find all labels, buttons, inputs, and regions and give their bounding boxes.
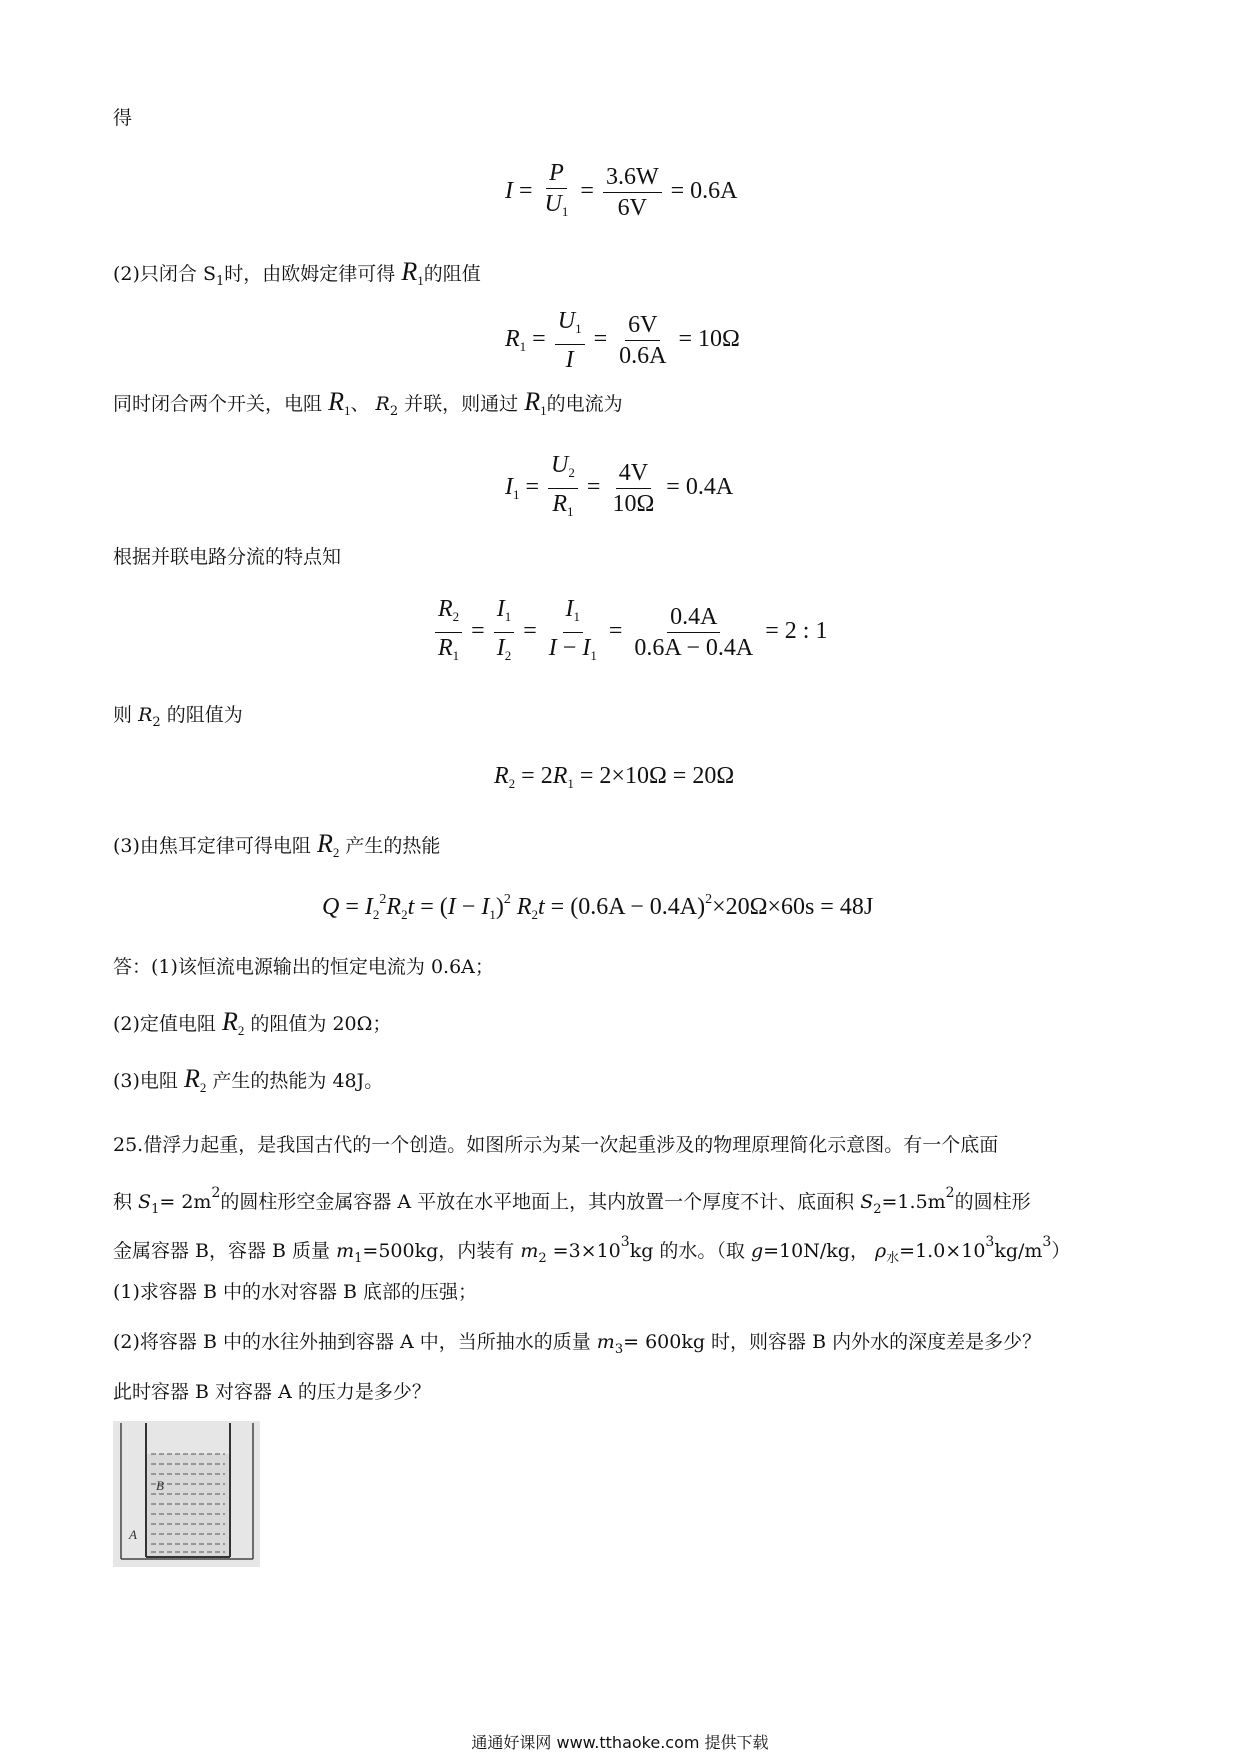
problem25-line2: 积 $S_1= 2m^2$的圆柱形空金属容器 A 平放在水平地面上，其内放置一个厚度不计、底面积 $S_2=1.5m^2$的圆柱形 (113, 1185, 1031, 1217)
frac-num: 3.6W (603, 164, 662, 193)
frac-den: 0.6A (619, 343, 667, 369)
text-span: (3)电阻 (113, 1070, 178, 1092)
subscript: 1 (561, 204, 569, 219)
var-R2: $R_2$ (316, 829, 340, 860)
var-R1: $R_1$ (401, 257, 424, 288)
subscript: 1 (513, 487, 520, 503)
problem25-line3: 金属容器 B，容器 B 质量 $m_1=500kg$，内装有 $m_2 =3\times 10^3kg$ 的水。（取 g=10N/kg， $\rho_水=1.0\times 10^3kg/m^3$） (113, 1234, 1071, 1266)
equation-current: I = $\frac{P}{U_1}$ = $\frac{3.6W}{6V}$ = 0.6A (505, 160, 737, 225)
fraction (609, 460, 657, 517)
text-span: =500kg，内装有 (362, 1240, 521, 1262)
parallel-intro (113, 387, 623, 424)
frac-den: 0.6A − 0.4A (634, 635, 754, 661)
text-span: 则 (113, 704, 133, 726)
text-span: 金属容器 B，容器 B 质量 (113, 1240, 337, 1262)
page-footer: 通通好课网 www.tthaoke.com 提供下载 (471, 1733, 769, 1752)
equation-i1: $I_1$ = $\frac{U_2}{R_1}$ = $\frac{4V}{10\Omega}$ = 0.4A (505, 452, 733, 525)
text-span: 的圆柱形空金属容器 A 平放在水平地面上，其内放置一个厚度不计、底面积 (220, 1191, 861, 1213)
frac-den: U (544, 191, 562, 217)
text-span: 产生的热能 (345, 835, 441, 857)
eq-result: = 2 : 1 (765, 618, 828, 645)
var-R2: $R_2$ (183, 1064, 207, 1095)
problem25-q1: (1)求容器 B 中的水对容器 B 底部的压强； (113, 1281, 477, 1303)
text-span: =3×10 (546, 1240, 621, 1262)
var-R2: $R_2$ (375, 393, 399, 419)
text-span: (2)定值电阻 (113, 1013, 216, 1035)
text-span: 的阻值 (423, 263, 481, 285)
text-de: 得 (113, 107, 133, 129)
subscript: 2 (568, 465, 575, 480)
frac-num: 6V (625, 312, 660, 341)
fraction (542, 160, 572, 225)
text-span: 积 (113, 1191, 139, 1213)
frac-num: 0.4A (667, 604, 720, 633)
text-span: 的阻值为 20Ω； (250, 1013, 392, 1035)
then-r2 (113, 703, 243, 735)
subscript: 1 (567, 504, 574, 519)
fraction: $\frac{I_1}{I - I_1}$ (548, 596, 597, 663)
eq-var: R (505, 326, 520, 353)
fraction: $\frac{R_2}{R_1}$ (435, 596, 462, 669)
eq-result: = 0.6A (670, 178, 738, 205)
eq-result: ×20Ω×60s = 48J (712, 894, 874, 920)
label-B: B (156, 1478, 164, 1493)
subscript: 1 (215, 274, 225, 289)
text-span: 的阻值为 (166, 704, 243, 726)
text-span: =1.5m (881, 1191, 946, 1213)
text-span: ） (1051, 1240, 1071, 1262)
frac-den: 10Ω (612, 491, 655, 517)
fraction (616, 312, 669, 369)
shunt-intro: 根据并联电路分流的特点知 (113, 546, 342, 568)
eq-var: I (505, 178, 513, 205)
fraction (631, 604, 756, 661)
problem25-q3: 此时容器 B 对容器 A 的压力是多少？ (113, 1381, 431, 1403)
eq-result: = 0.4A (666, 474, 734, 501)
fraction (548, 452, 578, 525)
fraction: $\frac{I_1}{I_2}$ (494, 596, 515, 669)
answer-2 (113, 1007, 392, 1043)
problem25-q2: (2)将容器 B 中的水往外抽到容器 A 中，当所抽水的质量 $m_3= 600kg$ 时，则容器 B 内外水的深度差是多少？ (113, 1331, 1042, 1357)
eq-result: = 2×10Ω = 20Ω (579, 763, 735, 789)
var-R1: $R_1$ (524, 387, 547, 418)
var-R2: $R_2$ (221, 1007, 245, 1038)
frac-num: U (551, 452, 569, 478)
label-A: A (129, 1527, 137, 1542)
text-span: 、 (350, 393, 370, 415)
subscript: 1 (575, 321, 582, 336)
answer-1: 答：(1)该恒流电源输出的恒定电流为 0.6A； (113, 956, 494, 978)
text-span: (3)由焦耳定律可得电阻 (113, 835, 311, 857)
text-span: 产生的热能为 48J。 (212, 1070, 384, 1092)
text-span: 时，由欧姆定律可得 (224, 263, 396, 285)
text-span: kg 的水。（取 (629, 1240, 751, 1262)
frac-den: R (552, 491, 568, 517)
var-R2: $R_2$ (138, 704, 161, 730)
text-span: =1.0×10 (899, 1240, 986, 1262)
text-span: (2)将容器 B 中的水往外抽到容器 A 中，当所抽水的质量 (113, 1331, 597, 1353)
frac-den: 6V (617, 195, 647, 221)
equation-ratio: $\frac{R_2}{R_1}$ = $\frac{I_1}{I_2}$ = $\frac{I_1}{I - I_1}$ = $\frac{0.4A}{0.6A - 0.4A}$ = 2 : 1 (432, 596, 827, 669)
answer-3 (113, 1064, 384, 1100)
fraction (555, 308, 585, 373)
container-diagram (113, 1421, 260, 1567)
text-span: = 2m (159, 1191, 212, 1213)
frac-num: U (557, 308, 576, 334)
joule-intro (113, 829, 441, 865)
text-span: 的电流为 (546, 393, 623, 415)
text-span: 的圆柱形 (954, 1191, 1031, 1213)
part2-intro (113, 257, 481, 294)
text-span: kg/m (994, 1240, 1043, 1262)
frac-num: P (546, 160, 567, 189)
var-R1: $R_1$ (328, 387, 351, 418)
subscript: 水 (886, 1251, 900, 1266)
subscript: 1 (519, 339, 527, 355)
text-span: (2)只闭合 S (113, 263, 216, 285)
text-span: =10N/kg， (763, 1240, 875, 1262)
fraction (603, 164, 662, 221)
text-span: 同时闭合两个开关，电阻 (113, 393, 323, 415)
text-span: = 600kg 时，则容器 B 内外水的深度差是多少？ (623, 1331, 1042, 1353)
eq-var: I (505, 474, 513, 501)
equation-r2: $R_2 = 2R_1 = 2\times 10\Omega = 20\Omega$ (494, 763, 735, 791)
equation-r1: $R_1$ = $\frac{U_1}{I}$ = $\frac{6V}{0.6A}$ = 10Ω (505, 308, 740, 373)
text-span: 并联，则通过 (404, 393, 519, 415)
eq-part: (0.6A − 0.4A) (570, 894, 706, 920)
frac-den: I (565, 347, 574, 373)
problem25-line1: 25.借浮力起重，是我国古代的一个创造。如图所示为某一次起重涉及的物理原理简化示意图。有一个底面 (113, 1134, 999, 1156)
frac-num: 4V (616, 460, 651, 489)
container-svg (113, 1421, 260, 1567)
var-S: S (138, 1191, 152, 1213)
eq-result: = 10Ω (678, 326, 740, 353)
equation-heat: $Q = I_2^2R_2t = (I - I_1)^2$ $R_2t = (0.6A - 0.4A)^2\times 20\Omega\times 60s = 48J$ (322, 892, 874, 922)
